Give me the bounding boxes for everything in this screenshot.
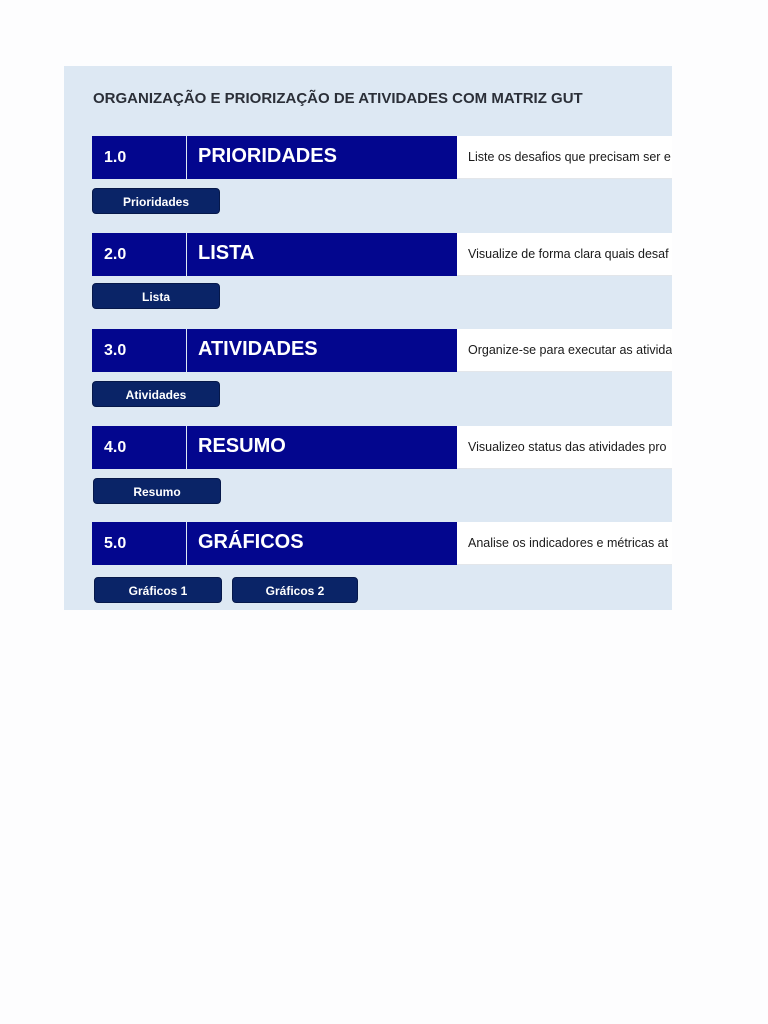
section-number: 2.0 xyxy=(92,233,186,276)
section-description: Visualize de forma clara quais desaf xyxy=(457,233,672,276)
section-number: 4.0 xyxy=(92,426,186,469)
section-number: 5.0 xyxy=(92,522,186,565)
section-name: RESUMO xyxy=(187,426,457,469)
section-description: Organize-se para executar as ativida xyxy=(457,329,672,372)
section-number: 3.0 xyxy=(92,329,186,372)
section-number: 1.0 xyxy=(92,136,186,179)
lista-button[interactable]: Lista xyxy=(92,283,220,309)
graficos-1-button[interactable]: Gráficos 1 xyxy=(94,577,222,603)
section-description: Liste os desafios que precisam ser e xyxy=(457,136,672,179)
prioridades-button[interactable]: Prioridades xyxy=(92,188,220,214)
section-description: Visualizeo status das atividades pro xyxy=(457,426,672,469)
section-resumo xyxy=(92,426,672,469)
section-name: ATIVIDADES xyxy=(187,329,457,372)
graficos-2-button[interactable]: Gráficos 2 xyxy=(232,577,358,603)
section-prioridades xyxy=(92,136,672,179)
section-name: LISTA xyxy=(187,233,457,276)
section-name: GRÁFICOS xyxy=(187,522,457,565)
section-name: PRIORIDADES xyxy=(187,136,457,179)
section-lista xyxy=(92,233,672,276)
section-description: Analise os indicadores e métricas at xyxy=(457,522,672,565)
page-title: ORGANIZAÇÃO E PRIORIZAÇÃO DE ATIVIDADES COM MATRIZ GUT xyxy=(93,90,583,107)
atividades-button[interactable]: Atividades xyxy=(92,381,220,407)
dashboard-panel xyxy=(64,66,672,610)
resumo-button[interactable]: Resumo xyxy=(93,478,221,504)
section-graficos xyxy=(92,522,672,565)
section-atividades xyxy=(92,329,672,372)
